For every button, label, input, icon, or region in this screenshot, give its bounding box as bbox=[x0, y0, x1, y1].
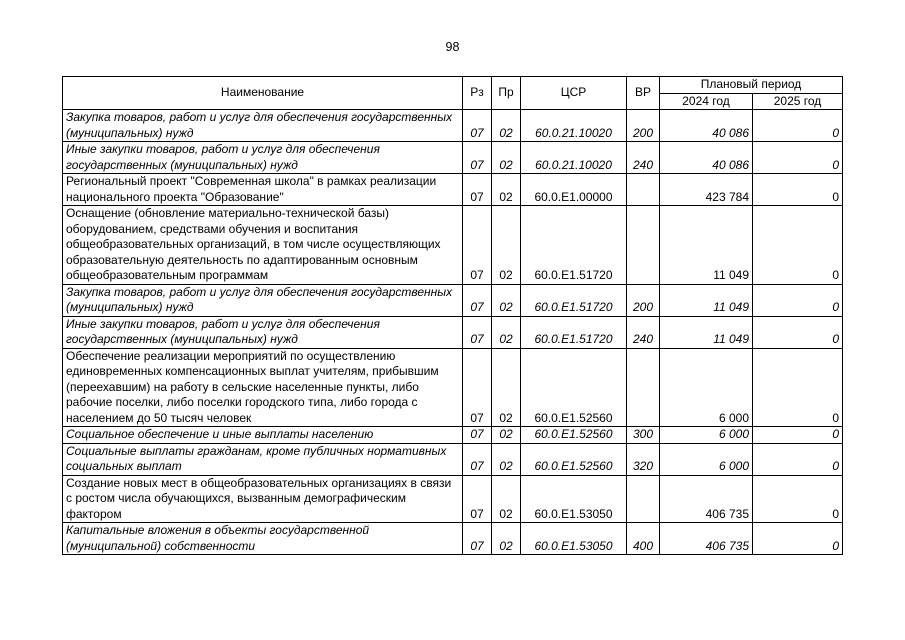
cell-pr: 02 bbox=[492, 284, 521, 316]
cell-pr: 02 bbox=[492, 174, 521, 206]
cell-2024: 6 000 bbox=[660, 443, 753, 475]
cell-vr bbox=[627, 475, 660, 523]
cell-vr: 200 bbox=[627, 284, 660, 316]
cell-rz: 07 bbox=[463, 142, 492, 174]
cell-2024: 11 049 bbox=[660, 316, 753, 348]
table-row bbox=[63, 206, 843, 285]
cell-vr bbox=[627, 348, 660, 427]
cell-csr: 60.0.Е1.00000 bbox=[521, 174, 627, 206]
cell-name: Региональный проект "Современная школа" в рамках реализации национального проекта "Образование" bbox=[63, 174, 463, 206]
cell-csr: 60.0.Е1.52560 bbox=[521, 348, 627, 427]
column-header-rz: Рз bbox=[463, 77, 492, 110]
cell-pr: 02 bbox=[492, 348, 521, 427]
cell-rz: 07 bbox=[463, 427, 492, 444]
cell-pr: 02 bbox=[492, 316, 521, 348]
cell-rz: 07 bbox=[463, 110, 492, 142]
cell-2024: 40 086 bbox=[660, 142, 753, 174]
cell-vr: 400 bbox=[627, 523, 660, 555]
cell-vr: 300 bbox=[627, 427, 660, 444]
cell-rz: 07 bbox=[463, 443, 492, 475]
cell-csr: 60.0.Е1.53050 bbox=[521, 475, 627, 523]
cell-rz: 07 bbox=[463, 523, 492, 555]
cell-csr: 60.0.21.10020 bbox=[521, 142, 627, 174]
table-row bbox=[63, 284, 843, 316]
cell-csr: 60.0.Е1.51720 bbox=[521, 316, 627, 348]
cell-2024: 423 784 bbox=[660, 174, 753, 206]
column-header-vr: ВР bbox=[627, 77, 660, 110]
cell-2025: 0 bbox=[753, 174, 843, 206]
cell-2025: 0 bbox=[753, 284, 843, 316]
cell-pr: 02 bbox=[492, 427, 521, 444]
cell-name: Закупка товаров, работ и услуг для обеспечения государственных (муниципальных) нужд bbox=[63, 284, 463, 316]
cell-name: Закупка товаров, работ и услуг для обеспечения государственных (муниципальных) нужд bbox=[63, 110, 463, 142]
cell-pr: 02 bbox=[492, 110, 521, 142]
cell-2025: 0 bbox=[753, 348, 843, 427]
cell-name: Социальные выплаты гражданам, кроме публичных нормативных социальных выплат bbox=[63, 443, 463, 475]
cell-vr bbox=[627, 206, 660, 285]
column-header-csr: ЦСР bbox=[521, 77, 627, 110]
column-header-name: Наименование bbox=[63, 77, 463, 110]
cell-vr: 240 bbox=[627, 142, 660, 174]
cell-name: Оснащение (обновление материально-технической базы) оборудованием, средствами обучения и воспитания общеобразовательных организаций, в том числе осуществляющих образовательную деятельность по адаптированным основным общеобразовательным программам bbox=[63, 206, 463, 285]
cell-csr: 60.0.Е1.53050 bbox=[521, 523, 627, 555]
cell-rz: 07 bbox=[463, 174, 492, 206]
table-row bbox=[63, 475, 843, 523]
cell-pr: 02 bbox=[492, 142, 521, 174]
table-body bbox=[63, 110, 843, 555]
cell-name: Создание новых мест в общеобразовательных организациях в связи с ростом числа обучающихся, вызванным демографическим фактором bbox=[63, 475, 463, 523]
column-header-planning-period: Плановый период bbox=[660, 77, 843, 94]
cell-2024: 11 049 bbox=[660, 284, 753, 316]
cell-vr bbox=[627, 174, 660, 206]
cell-name: Капитальные вложения в объекты государственной (муниципальной) собственности bbox=[63, 523, 463, 555]
cell-2024: 6 000 bbox=[660, 427, 753, 444]
cell-csr: 60.0.Е1.51720 bbox=[521, 206, 627, 285]
budget-table bbox=[62, 76, 843, 555]
page-number: 98 bbox=[445, 40, 460, 54]
cell-2025: 0 bbox=[753, 523, 843, 555]
cell-pr: 02 bbox=[492, 523, 521, 555]
cell-name: Социальное обеспечение и иные выплаты населению bbox=[63, 427, 463, 444]
cell-2024: 6 000 bbox=[660, 348, 753, 427]
cell-2024: 40 086 bbox=[660, 110, 753, 142]
cell-2025: 0 bbox=[753, 142, 843, 174]
cell-2025: 0 bbox=[753, 316, 843, 348]
cell-pr: 02 bbox=[492, 475, 521, 523]
cell-pr: 02 bbox=[492, 206, 521, 285]
cell-rz: 07 bbox=[463, 348, 492, 427]
cell-name: Иные закупки товаров, работ и услуг для обеспечения государственных (муниципальных) нужд bbox=[63, 316, 463, 348]
cell-name: Обеспечение реализации мероприятий по осуществлению единовременных компенсационных выплат учителям, прибывшим (переехавшим) на работу в сельские населенные пункты, либо рабочие поселки, либо поселки городского типа, либо города с населением до 50 тысяч человек bbox=[63, 348, 463, 427]
cell-csr: 60.0.Е1.52560 bbox=[521, 443, 627, 475]
cell-rz: 07 bbox=[463, 206, 492, 285]
table-row bbox=[63, 316, 843, 348]
cell-2025: 0 bbox=[753, 475, 843, 523]
cell-2025: 0 bbox=[753, 110, 843, 142]
column-header-2024: 2024 год bbox=[660, 93, 753, 110]
cell-csr: 60.0.Е1.51720 bbox=[521, 284, 627, 316]
column-header-2025: 2025 год bbox=[753, 93, 843, 110]
table-row bbox=[63, 142, 843, 174]
cell-vr: 320 bbox=[627, 443, 660, 475]
cell-2024: 406 735 bbox=[660, 475, 753, 523]
cell-vr: 200 bbox=[627, 110, 660, 142]
table-row bbox=[63, 110, 843, 142]
table-row bbox=[63, 348, 843, 427]
table-row bbox=[63, 174, 843, 206]
table-row bbox=[63, 443, 843, 475]
cell-2025: 0 bbox=[753, 443, 843, 475]
table-row bbox=[63, 427, 843, 444]
cell-csr: 60.0.Е1.52560 bbox=[521, 427, 627, 444]
column-header-pr: Пр bbox=[492, 77, 521, 110]
cell-2024: 406 735 bbox=[660, 523, 753, 555]
table-row bbox=[63, 523, 843, 555]
cell-rz: 07 bbox=[463, 284, 492, 316]
cell-pr: 02 bbox=[492, 443, 521, 475]
cell-vr: 240 bbox=[627, 316, 660, 348]
cell-name: Иные закупки товаров, работ и услуг для обеспечения государственных (муниципальных) нужд bbox=[63, 142, 463, 174]
cell-2025: 0 bbox=[753, 427, 843, 444]
cell-csr: 60.0.21.10020 bbox=[521, 110, 627, 142]
cell-rz: 07 bbox=[463, 475, 492, 523]
cell-2024: 11 049 bbox=[660, 206, 753, 285]
cell-2025: 0 bbox=[753, 206, 843, 285]
cell-rz: 07 bbox=[463, 316, 492, 348]
